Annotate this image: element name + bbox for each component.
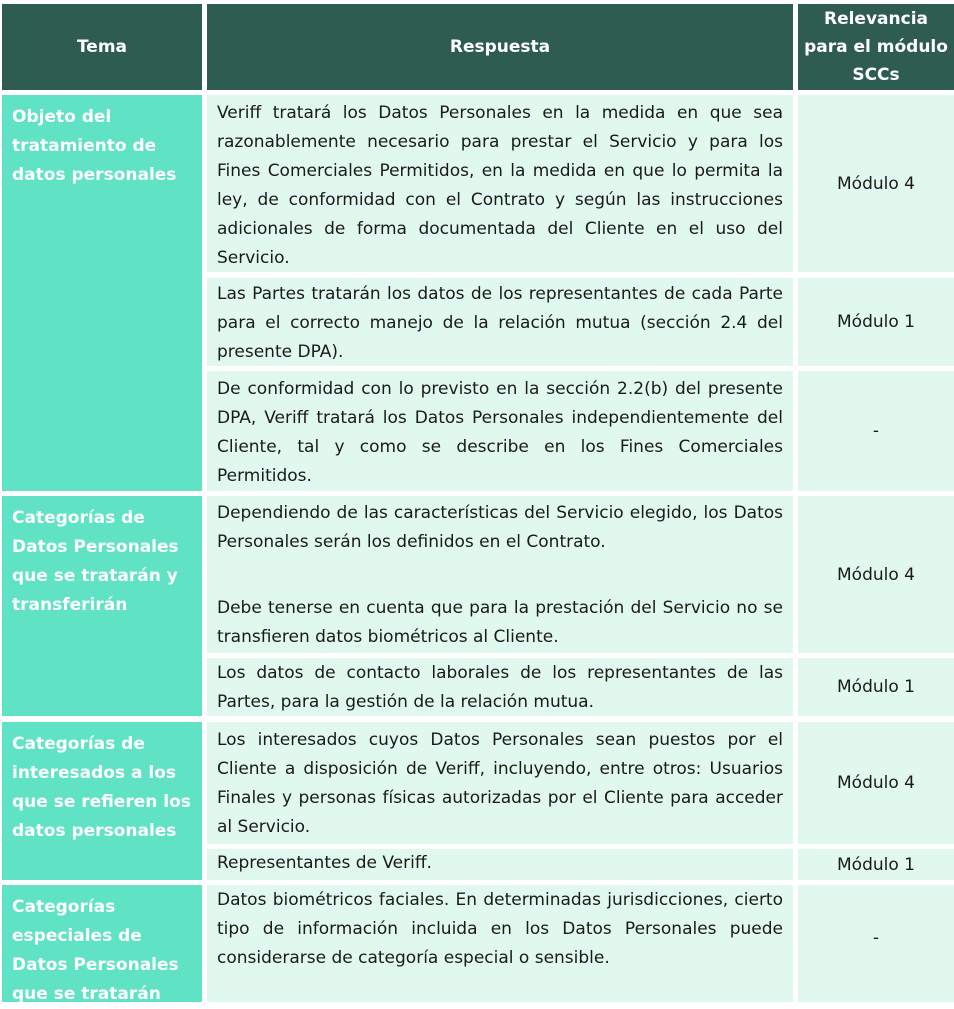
header-tema: Tema <box>2 4 202 90</box>
header-relevancia: Relevancia para el módulo SCCs <box>798 4 954 90</box>
relevancia-row-2-1: Módulo 4 <box>798 496 954 653</box>
respuesta-row-1-1: Veriff tratará los Datos Personales en la medida en que sea razonablemente necesario para prestar el Servicio y para los Fines Comerciales Permitidos, en la medida en que lo permita la ley, de conformidad con el Contrato y según las instrucciones adicionales de forma documentada del Cliente en el uso del Servicio. <box>207 95 793 272</box>
header-respuesta: Respuesta <box>207 4 793 90</box>
respuesta-row-1-3: De conformidad con lo previsto en la sección 2.2(b) del presente DPA, Veriff tratará los Datos Personales independientemente del Cliente, tal y como se describe en los Fines Comerciales Permitidos. <box>207 371 793 491</box>
tema-categorias-especiales: Categorías especiales de Datos Personales que se tratarán <box>2 885 202 1002</box>
respuesta-row-3-2: Representantes de Veriff. <box>207 849 793 880</box>
relevancia-row-2-2: Módulo 1 <box>798 658 954 716</box>
respuesta-row-1-2: Las Partes tratarán los datos de los representantes de cada Parte para el correcto manejo de la relación mutua (sección 2.4 del presente DPA). <box>207 278 793 366</box>
respuesta-row-4-1: Datos biométricos faciales. En determinadas jurisdicciones, cierto tipo de información incluida en los Datos Personales puede considerarse de categoría especial o sensible. <box>207 885 793 1002</box>
tema-categorias-datos: Categorías de Datos Personales que se tratarán y transferirán <box>2 496 202 716</box>
relevancia-row-3-1: Módulo 4 <box>798 722 954 844</box>
relevancia-row-3-2: Módulo 1 <box>798 849 954 880</box>
relevancia-row-1-2: Módulo 1 <box>798 278 954 366</box>
respuesta-row-2-1: Dependiendo de las características del Servicio elegido, los Datos Personales serán los definidos en el Contrato. Debe tenerse en cuenta que para la prestación del Servicio no se transfieren datos biométricos al Cliente. <box>207 496 793 653</box>
relevancia-row-4-1: - <box>798 885 954 1002</box>
relevancia-row-1-1: Módulo 4 <box>798 95 954 272</box>
tema-categorias-interesados: Categorías de interesados a los que se refieren los datos personales <box>2 722 202 880</box>
respuesta-row-2-2: Los datos de contacto laborales de los representantes de las Partes, para la gestión de la relación mutua. <box>207 658 793 716</box>
tema-objeto: Objeto del tratamiento de datos personales <box>2 95 202 491</box>
respuesta-row-3-1: Los interesados cuyos Datos Personales sean puestos por el Cliente a disposición de Veriff, incluyendo, entre otros: Usuarios Finales y personas físicas autorizadas por el Cliente para acceder al Servicio. <box>207 722 793 844</box>
relevancia-row-1-3: - <box>798 371 954 491</box>
